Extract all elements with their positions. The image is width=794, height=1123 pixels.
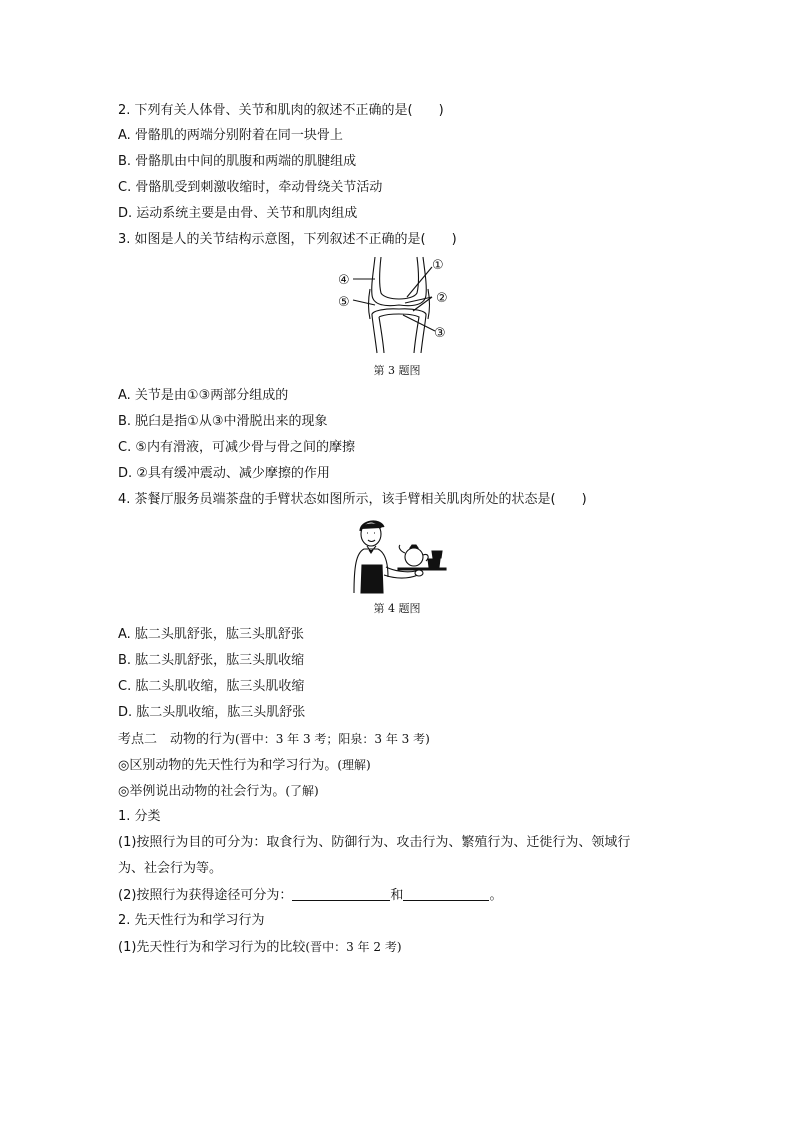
q4-option-a: A. 肱二头肌舒张，肱三头肌舒张 <box>118 627 304 642</box>
joint-label-3: ③ <box>434 326 446 341</box>
blank-connector: 和 <box>390 888 404 903</box>
waiter-holding-tray-illustration <box>350 517 450 595</box>
comparison-heading-text: (1)先天性行为和学习行为的比较 <box>118 940 306 955</box>
q2-option-d: D. 运动系统主要是由骨、关节和肌肉组成 <box>118 206 358 221</box>
section-heading <box>118 730 430 749</box>
joint-label-4: ④ <box>338 273 350 288</box>
answer-blank-1[interactable] <box>292 886 390 901</box>
q4-stem: 4. 茶餐厅服务员端茶盘的手臂状态如图所示，该手臂相关肌肉所处的状态是( ) <box>118 492 587 507</box>
joint-label-1: ① <box>432 258 444 273</box>
q2-stem: 2. 下列有关人体骨、关节和肌肉的叙述不正确的是( ) <box>118 103 444 118</box>
heading-classification: 1. 分类 <box>118 809 161 824</box>
joint-label-5: ⑤ <box>338 295 350 310</box>
q3-option-b: B. 脱臼是指①从③中滑脱出来的现象 <box>118 414 328 429</box>
q3-figure-caption: 第 3 题图 <box>373 364 421 377</box>
requirement-2 <box>118 782 319 801</box>
q4-option-c: C. 肱二头肌收缩，肱三头肌收缩 <box>118 679 305 694</box>
requirement-2-level: (了解) <box>285 784 319 798</box>
requirement-2-text: ◎举例说出动物的社会行为。 <box>118 784 286 799</box>
classification-para-2 <box>118 886 502 905</box>
section-title: 考点二 动物的行为 <box>118 732 236 747</box>
q3-option-d: D. ②具有缓冲震动、减少摩擦的作用 <box>118 466 330 481</box>
classification-para-1a: (1)按照行为目的可分为：取食行为、防御行为、攻击行为、繁殖行为、迁徙行为、领域行 <box>118 835 631 850</box>
q4-option-d: D. 肱二头肌收缩，肱三头肌舒张 <box>118 705 306 720</box>
sentence-end: 。 <box>489 888 503 903</box>
q3-option-a: A. 关节是由①③两部分组成的 <box>118 388 289 403</box>
comparison-exam-frequency: (晋中：3 年 2 考) <box>305 940 402 954</box>
section-exam-frequency: (晋中：3 年 3 考；阳泉：3 年 3 考) <box>235 732 430 746</box>
q2-option-c: C. 骨骼肌受到刺激收缩时，牵动骨绕关节活动 <box>118 180 383 195</box>
q3-stem: 3. 如图是人的关节结构示意图，下列叙述不正确的是( ) <box>118 232 457 247</box>
joint-structure-diagram <box>335 255 465 355</box>
classification-para-2-text: (2)按照行为获得途径可分为： <box>118 888 293 903</box>
joint-label-2: ② <box>436 291 448 306</box>
q2-option-a: A. 骨骼肌的两端分别附着在同一块骨上 <box>118 128 343 143</box>
q3-option-c: C. ⑤内有滑液，可减少骨与骨之间的摩擦 <box>118 440 355 455</box>
requirement-1-text: ◎区别动物的先天性行为和学习行为。 <box>118 758 338 773</box>
requirement-1 <box>118 756 371 775</box>
requirement-1-level: (理解) <box>337 758 371 772</box>
q4-option-b: B. 肱二头肌舒张，肱三头肌收缩 <box>118 653 305 668</box>
q4-figure-caption: 第 4 题图 <box>373 602 421 615</box>
q2-option-b: B. 骨骼肌由中间的肌腹和两端的肌腱组成 <box>118 154 357 169</box>
heading-innate-learned: 2. 先天性行为和学习行为 <box>118 913 265 928</box>
classification-para-1b: 为、社会行为等。 <box>118 861 223 876</box>
answer-blank-2[interactable] <box>403 886 489 901</box>
comparison-heading <box>118 938 402 957</box>
